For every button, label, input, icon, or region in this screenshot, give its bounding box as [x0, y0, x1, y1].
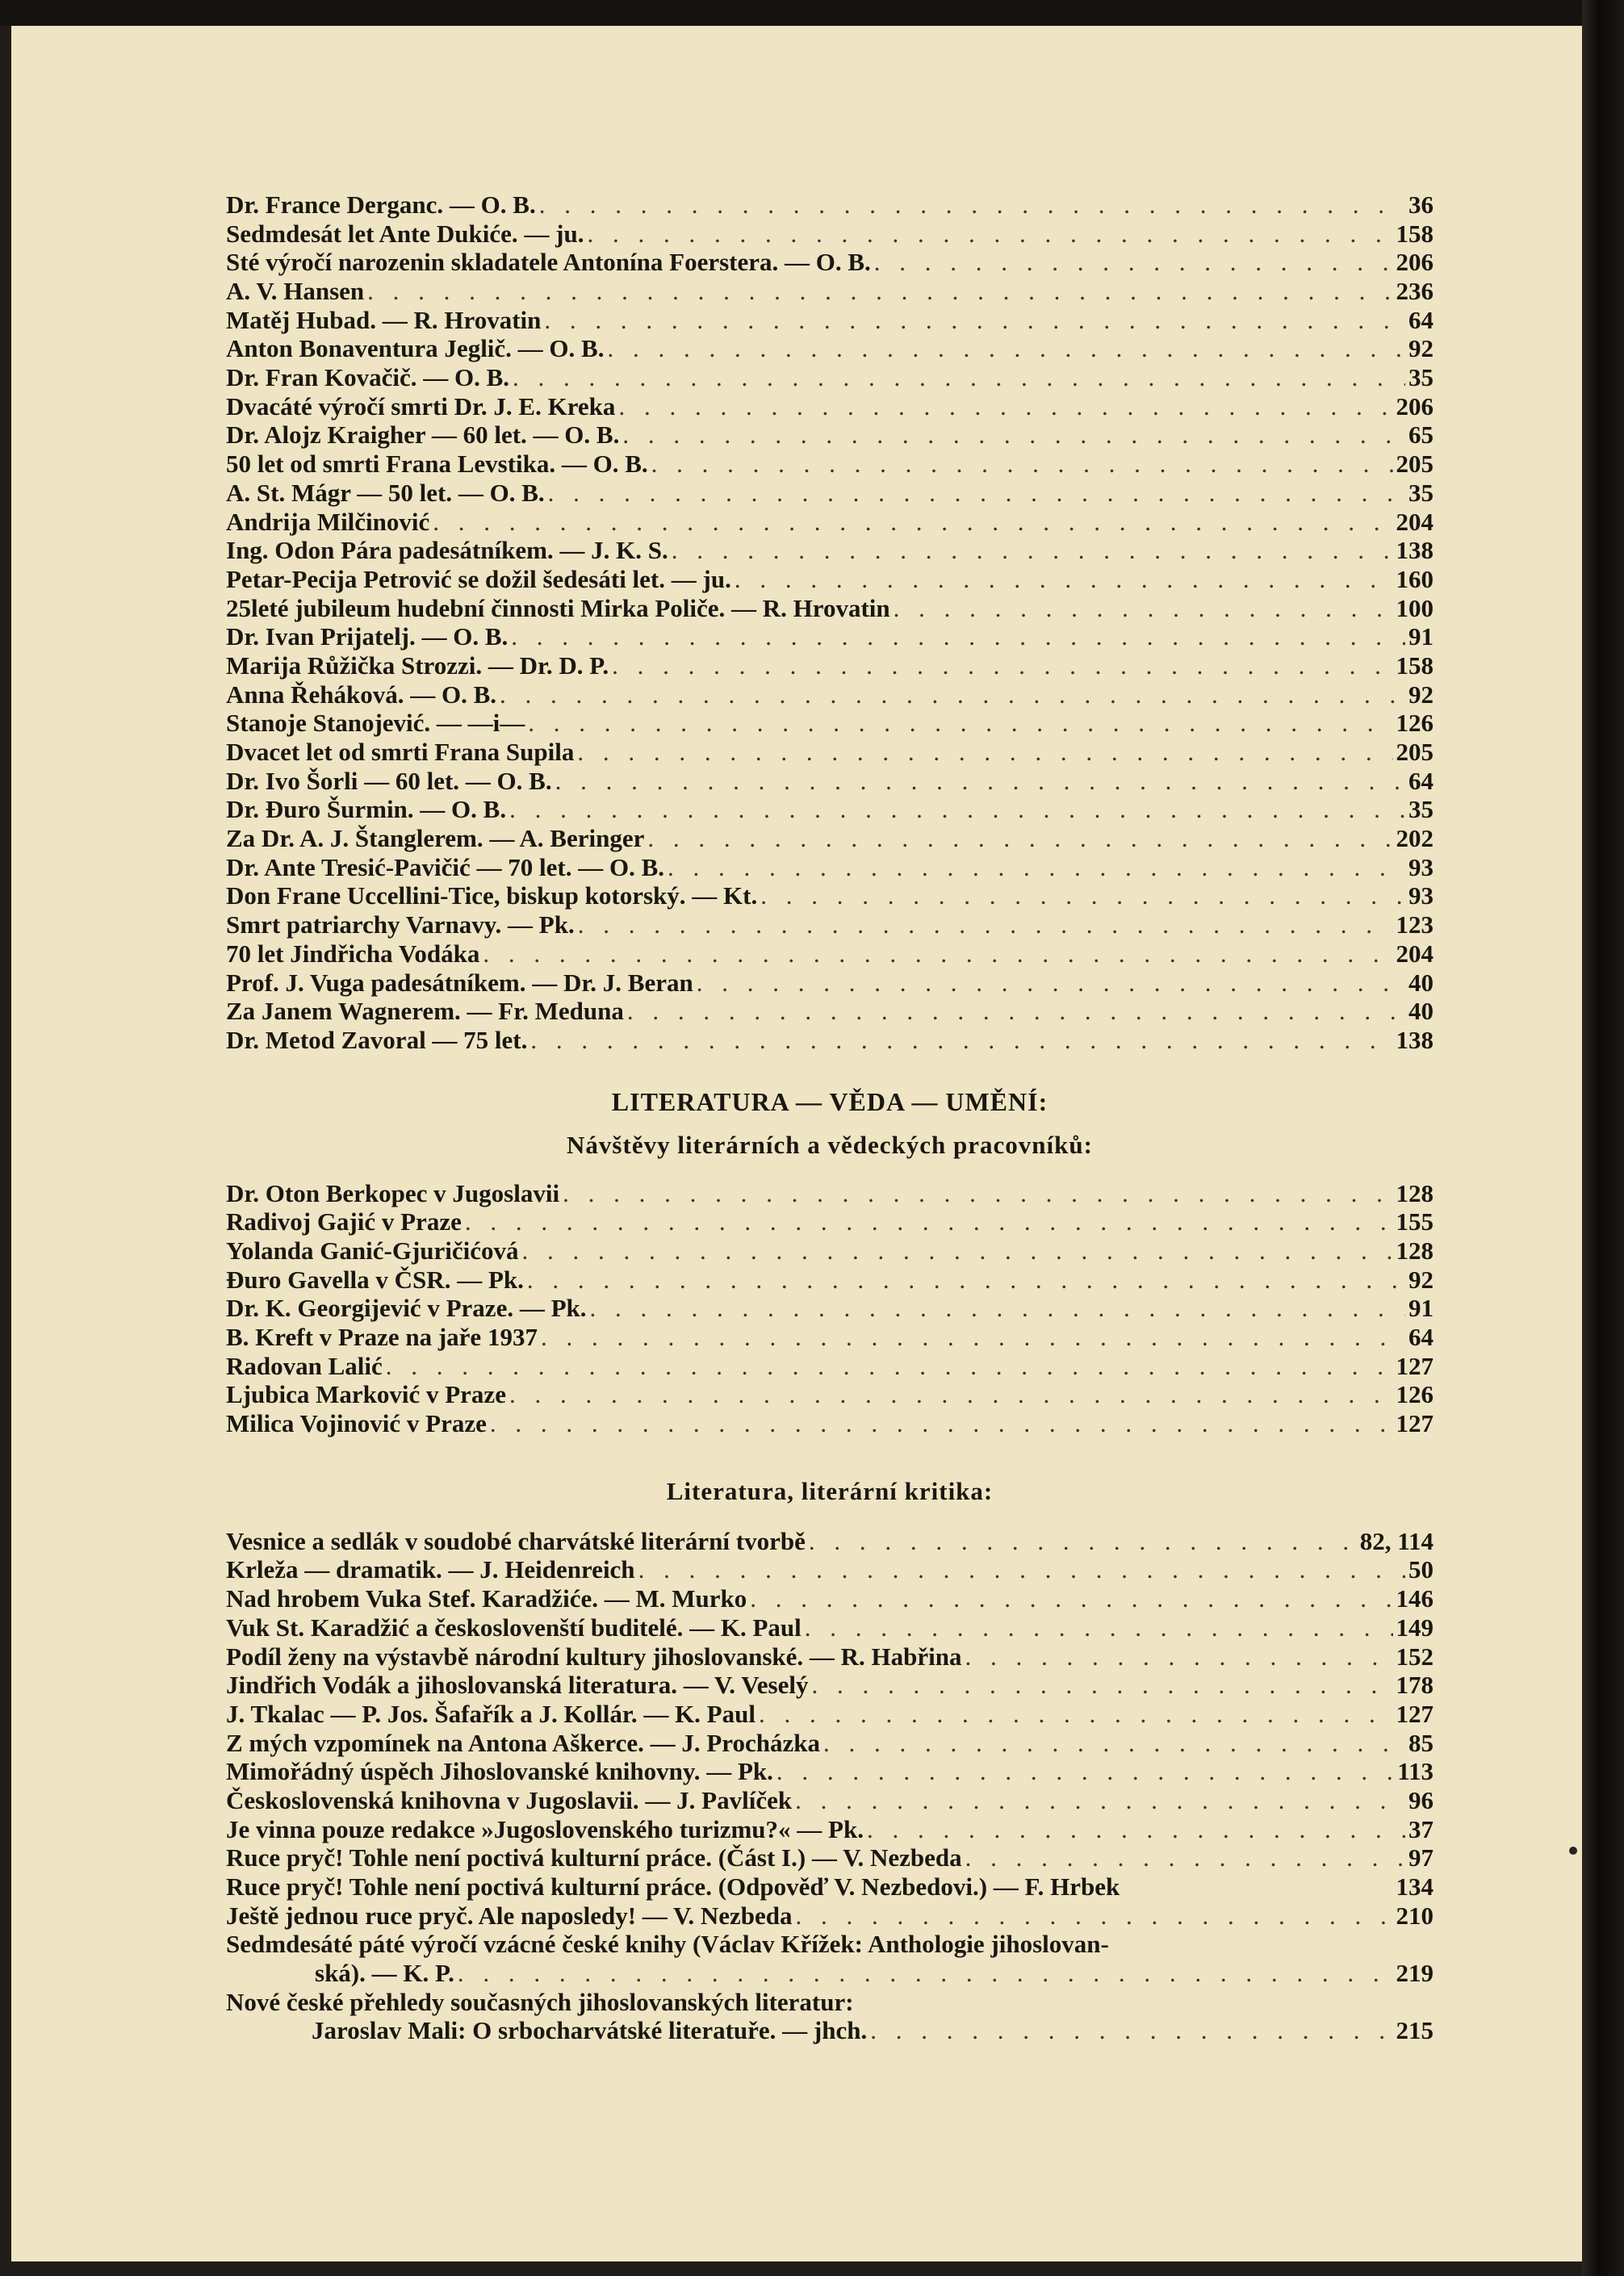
index-entry — [226, 306, 1434, 335]
entry-page: 155 — [1396, 1207, 1434, 1236]
entry-page: 85 — [1408, 1728, 1434, 1757]
entry-page: 146 — [1396, 1584, 1434, 1613]
entry-title: Dr. Oton Berkopec v Jugoslavii — [226, 1178, 560, 1207]
index-entry — [226, 536, 1434, 565]
entry-title: Za Dr. A. J. Štanglerem. — A. Beringer — [226, 824, 645, 853]
leader-dots — [386, 1352, 1393, 1381]
entry-title-line: ská). — K. P. — [315, 1959, 454, 1988]
entry-title: Ještě jednou ruce pryč. Ale naposledy! — V. Nezbeda — [226, 1901, 793, 1930]
entry-page: 92 — [1408, 1265, 1434, 1294]
index-entry — [226, 1207, 1434, 1236]
index-entry — [226, 248, 1434, 277]
entry-title: Marija Růžička Strozzi. — Dr. D. P. — [226, 651, 609, 680]
entry-title-line: Jaroslav Mali: O srbocharvátské literatuře. — jhch. — [312, 2016, 868, 2045]
entry-page: 178 — [1396, 1671, 1434, 1700]
index-entry — [226, 1409, 1434, 1438]
leader-dots — [587, 220, 1392, 249]
index-entry — [226, 594, 1434, 623]
entry-page: 205 — [1396, 450, 1434, 479]
entry-title: Krleža — dramatik. — J. Heidenreich — [226, 1555, 635, 1584]
entry-page: 206 — [1396, 248, 1434, 277]
leader-dots — [607, 334, 1405, 363]
entry-page: 113 — [1397, 1757, 1434, 1786]
literature-list — [226, 1527, 1434, 1872]
entry-title: Dr. Ante Tresić-Pavičić — 70 let. — O. B. — [226, 852, 664, 881]
visits-list — [226, 1179, 1434, 1438]
leader-dots — [796, 1902, 1393, 1931]
leader-dots — [465, 1207, 1393, 1236]
entry-title: Dr. Alojz Kraigher — 60 let. — O. B. — [226, 420, 620, 450]
entry-page: 91 — [1408, 1294, 1434, 1323]
entry-title: Ljubica Marković v Praze — [226, 1380, 506, 1409]
entry-page: 37 — [1408, 1814, 1434, 1843]
entry-title: Za Janem Wagnerem. — Fr. Meduna — [226, 997, 624, 1026]
entry-title: Smrt patriarchy Varnavy. — Pk. — [226, 910, 575, 939]
leader-dots — [612, 651, 1392, 680]
leader-dots — [870, 2016, 1392, 2045]
leader-dots — [483, 939, 1392, 969]
entry-page: 126 — [1396, 1380, 1434, 1409]
leader-dots — [555, 767, 1405, 796]
index-entry-multiline-krizek — [226, 1930, 1434, 1987]
entry-title: Radivoj Gajić v Praze — [226, 1207, 462, 1236]
leader-dots — [759, 1700, 1393, 1729]
index-entry — [226, 1642, 1434, 1671]
entry-continuation — [226, 2017, 1434, 2046]
index-entry — [226, 1815, 1434, 1844]
leader-dots — [651, 450, 1393, 479]
index-entry — [226, 939, 1434, 969]
entry-page: 128 — [1396, 1178, 1434, 1207]
leader-dots — [638, 1555, 1405, 1584]
entry-page: 35 — [1408, 478, 1434, 507]
entry-page: 64 — [1408, 766, 1434, 795]
entry-title: Ruce pryč! Tohle není poctivá kulturní práce. (Část I.) — V. Nezbeda — [226, 1843, 962, 1872]
leader-dots — [795, 1786, 1405, 1815]
leader-dots — [668, 853, 1405, 882]
entry-title-line: Nové české přehledy současných jihoslovanských literatur: — [226, 1987, 854, 2016]
index-entry-hrbek — [226, 1872, 1434, 1902]
index-entry — [226, 824, 1434, 853]
entry-title: Dr. K. Georgijević v Praze. — Pk. — [226, 1294, 587, 1323]
index-entry — [226, 1380, 1434, 1409]
index-entry — [226, 969, 1434, 998]
leader-dots — [965, 1642, 1393, 1671]
entry-page: 64 — [1408, 1323, 1434, 1352]
entry-title: 70 let Jindřicha Vodáka — [226, 939, 480, 968]
index-content — [226, 190, 1434, 2045]
leader-dots — [539, 190, 1405, 220]
leader-dots — [823, 1729, 1405, 1758]
entry-page: 158 — [1396, 651, 1434, 680]
leader-dots — [809, 1527, 1357, 1556]
leader-dots — [750, 1584, 1392, 1613]
entry-page: 123 — [1396, 910, 1434, 939]
entry-title: Vuk St. Karadžić a českoslovenští buditelé. — K. Paul — [226, 1613, 802, 1642]
entry-title: Vesnice a sedlák v soudobé charvátské literární tvorbě — [226, 1526, 806, 1555]
leader-dots — [527, 1266, 1405, 1295]
entry-title: Dvacáté výročí smrti Dr. J. E. Kreka — [226, 391, 616, 420]
leader-dots — [577, 738, 1392, 767]
leader-dots — [805, 1613, 1393, 1642]
leader-dots — [513, 363, 1405, 392]
entry-page: 215 — [1396, 2016, 1434, 2045]
entry-page: 149 — [1396, 1613, 1434, 1642]
entry-title: Andrija Milčinović — [226, 507, 430, 536]
index-entry — [226, 853, 1434, 882]
entry-title-line: Sedmdesáté páté výročí vzácné české knihy (Václav Křížek: Anthologie jihoslovan- — [226, 1930, 1109, 1959]
leader-dots — [965, 1843, 1405, 1872]
leader-dots — [544, 306, 1405, 335]
leader-dots — [627, 997, 1405, 1026]
leader-dots — [541, 1323, 1405, 1352]
entry-page: 92 — [1408, 680, 1434, 709]
entry-page: 138 — [1396, 1025, 1434, 1054]
entry-title: Đuro Gavella v ČSR. — Pk. — [226, 1265, 524, 1294]
leader-dots — [500, 680, 1405, 709]
index-entry — [226, 680, 1434, 709]
entry-page: 160 — [1396, 564, 1434, 593]
entry-title: Anton Bonaventura Jeglič. — O. B. — [226, 334, 605, 363]
index-entry — [226, 738, 1434, 767]
leader-dots — [867, 1815, 1405, 1844]
leader-dots — [622, 420, 1405, 450]
leader-dots — [618, 392, 1392, 421]
entry-page: 204 — [1396, 939, 1434, 968]
entry-title: Radovan Lalić — [226, 1351, 383, 1380]
index-entry — [226, 1757, 1434, 1786]
index-entry — [226, 882, 1434, 911]
leader-dots — [735, 565, 1393, 594]
index-entry — [226, 1556, 1434, 1585]
entry-title: Dr. Đuro Šurmin. — O. B. — [226, 795, 507, 824]
index-entry — [226, 479, 1434, 508]
leader-dots — [509, 795, 1405, 824]
entry-title: Podíl ženy na výstavbě národní kultury jihoslovanské. — R. Habřina — [226, 1642, 962, 1671]
index-entry — [226, 1700, 1434, 1729]
entry-page: 40 — [1408, 997, 1434, 1026]
index-entry — [226, 220, 1434, 249]
entry-page: 138 — [1396, 536, 1434, 565]
entry-page: 219 — [1396, 1959, 1434, 1988]
leader-dots — [548, 479, 1405, 508]
index-entry — [226, 421, 1434, 450]
entry-title: Ruce pryč! Tohle není poctivá kulturní práce. (Odpověď V. Nezbedovi.) — F. Hrbek — [226, 1872, 1120, 1902]
entry-title: Dr. France Derganc. — O. B. — [226, 190, 536, 219]
entry-page: 82, 114 — [1359, 1526, 1434, 1555]
index-entry — [226, 1266, 1434, 1295]
leader-dots — [760, 881, 1405, 910]
entry-title: Don Frane Uccellini-Tice, biskup kotorský. — Kt. — [226, 881, 758, 910]
entry-page: 65 — [1408, 420, 1434, 450]
index-entry — [226, 363, 1434, 392]
index-entry — [226, 1843, 1434, 1872]
entry-title: Dr. Fran Kovačič. — O. B. — [226, 363, 510, 392]
entry-page: 35 — [1408, 363, 1434, 392]
leader-dots — [509, 1380, 1393, 1409]
entry-title: Dr. Metod Zavoral — 75 let. — [226, 1025, 528, 1054]
index-entry — [226, 1671, 1434, 1700]
top-shadow — [0, 0, 1624, 26]
index-entry — [226, 651, 1434, 680]
entry-title: 50 let od smrti Frana Levstika. — O. B. — [226, 450, 648, 479]
index-entry — [226, 450, 1434, 479]
entry-title: A. V. Hansen — [226, 277, 365, 306]
index-entry — [226, 392, 1434, 421]
index-entry — [226, 1729, 1434, 1758]
entry-title: Stanoje Stanojević. — —i— — [226, 709, 525, 738]
entry-page: 50 — [1408, 1555, 1434, 1584]
entry-title: Anna Řeháková. — O. B. — [226, 680, 497, 709]
ink-speck — [1569, 1847, 1577, 1855]
leader-dots — [530, 1026, 1392, 1055]
entry-page: 152 — [1396, 1642, 1434, 1671]
leader-dots — [672, 536, 1393, 565]
index-entry — [226, 1786, 1434, 1815]
entry-page: 206 — [1396, 391, 1434, 420]
entry-page: 40 — [1408, 968, 1434, 997]
entry-title: J. Tkalac — P. Jos. Šafařík a J. Kollár. — K. Paul — [226, 1699, 755, 1728]
index-entry — [226, 190, 1434, 220]
entry-page: 35 — [1408, 795, 1434, 824]
entry-title: Prof. J. Vuga padesátníkem. — Dr. J. Beran — [226, 968, 693, 997]
entry-page: 100 — [1396, 593, 1434, 622]
leader-dots — [894, 594, 1393, 623]
leader-dots — [590, 1294, 1405, 1323]
leader-dots — [874, 248, 1393, 277]
index-entry — [226, 1527, 1434, 1556]
entry-page: 64 — [1408, 305, 1434, 334]
index-entry — [226, 1323, 1434, 1352]
index-entry — [226, 1584, 1434, 1613]
index-entry-nezbeda — [226, 1902, 1434, 1931]
entry-title: Dr. Ivan Prijatelj. — O. B. — [226, 622, 509, 651]
entry-page: 92 — [1408, 334, 1434, 363]
entry-page: 202 — [1396, 824, 1434, 853]
index-entry — [226, 334, 1434, 363]
leader-dots — [776, 1757, 1394, 1786]
leader-dots — [522, 1236, 1393, 1266]
entry-page: 204 — [1396, 507, 1434, 536]
entry-page: 134 — [1396, 1872, 1434, 1902]
index-entry — [226, 910, 1434, 939]
leader-dots — [490, 1409, 1393, 1438]
leader-dots — [367, 277, 1392, 306]
entry-title: Jindřich Vodák a jihoslovanská literatura. — V. Veselý — [226, 1671, 809, 1700]
index-entry — [226, 1179, 1434, 1208]
entry-title: 25leté jubileum hudební činnosti Mirka Poliče. — R. Hrovatin — [226, 593, 890, 622]
entry-page: 127 — [1396, 1409, 1434, 1438]
entry-page: 126 — [1396, 709, 1434, 738]
entry-page: 127 — [1396, 1351, 1434, 1380]
entry-title: Matěj Hubad. — R. Hrovatin — [226, 305, 542, 334]
entry-title: Mimořádný úspěch Jihoslovanské knihovny. — Pk. — [226, 1757, 773, 1786]
leader-dots — [563, 1179, 1392, 1208]
leader-dots — [647, 824, 1392, 853]
entry-title: Ing. Odon Pára padesátníkem. — J. K. S. — [226, 536, 668, 565]
entry-page: 205 — [1396, 738, 1434, 767]
entry-title: Milica Vojinović v Praze — [226, 1409, 487, 1438]
index-entry-multiline-prehledy — [226, 1988, 1434, 2045]
index-entry — [226, 1352, 1434, 1381]
index-entry — [226, 1613, 1434, 1642]
entry-title: Yolanda Ganić-Gjuričićová — [226, 1236, 519, 1265]
entry-title: Je vinna pouze redakce »Jugoslovenského turizmu?« — Pk. — [226, 1814, 864, 1843]
index-entry — [226, 622, 1434, 651]
entry-title: Petar-Pecija Petrović se dožil šedesáti let. — ju. — [226, 564, 731, 593]
index-entry — [226, 767, 1434, 796]
leader-dots — [578, 910, 1393, 939]
index-entry — [226, 1236, 1434, 1266]
entry-page: 97 — [1408, 1843, 1434, 1872]
entry-title: Sté výročí narozenin skladatele Antonína Foerstera. — O. B. — [226, 248, 871, 277]
index-entry — [226, 795, 1434, 824]
index-entry — [226, 709, 1434, 738]
index-entry — [226, 277, 1434, 306]
leader-dots — [528, 709, 1392, 738]
entry-title: Dr. Ivo Šorli — 60 let. — O. B. — [226, 766, 552, 795]
leader-dots — [511, 622, 1405, 651]
entry-title: A. St. Mágr — 50 let. — O. B. — [226, 478, 545, 507]
leader-dots — [697, 969, 1405, 998]
entry-page: 128 — [1396, 1236, 1434, 1265]
subsection-heading-visits: Návštěvy literárních a vědeckých pracovníků: — [567, 1130, 1093, 1159]
entry-page: 91 — [1408, 622, 1434, 651]
subsection-heading-literature: Literatura, literární kritika: — [666, 1476, 994, 1505]
entry-page: 93 — [1408, 852, 1434, 881]
entry-title: Československá knihovna v Jugoslavii. — J. Pavlíček — [226, 1785, 793, 1814]
index-entry — [226, 565, 1434, 594]
entry-title: Dvacet let od smrti Frana Supila — [226, 738, 575, 767]
entry-title: B. Kreft v Praze na jaře 1937 — [226, 1323, 538, 1352]
entry-page: 236 — [1396, 277, 1434, 306]
entry-continuation — [226, 1959, 1434, 1988]
entry-page: 158 — [1396, 219, 1434, 248]
personalia-list — [226, 190, 1434, 1055]
book-binding — [1582, 0, 1624, 2276]
leader-dots — [433, 508, 1392, 537]
index-entry — [226, 1294, 1434, 1323]
section-heading-literatura: LITERATURA — VĚDA — UMĚNÍ: — [611, 1086, 1048, 1116]
entry-page: 36 — [1408, 190, 1434, 219]
leader-dots — [458, 1959, 1393, 1988]
entry-page: 210 — [1396, 1901, 1434, 1930]
index-entry — [226, 997, 1434, 1026]
entry-page: 96 — [1408, 1785, 1434, 1814]
entry-page: 93 — [1408, 881, 1434, 910]
entry-title: Z mých vzpomínek na Antona Aškerce. — J. Procházka — [226, 1728, 820, 1757]
entry-title: Nad hrobem Vuka Stef. Karadžiće. — M. Murko — [226, 1584, 747, 1613]
index-entry — [226, 508, 1434, 537]
index-entry — [226, 1026, 1434, 1055]
entry-page: 127 — [1396, 1699, 1434, 1728]
leader-dots — [811, 1671, 1392, 1700]
entry-title: Sedmdesát let Ante Dukiće. — ju. — [226, 219, 584, 248]
